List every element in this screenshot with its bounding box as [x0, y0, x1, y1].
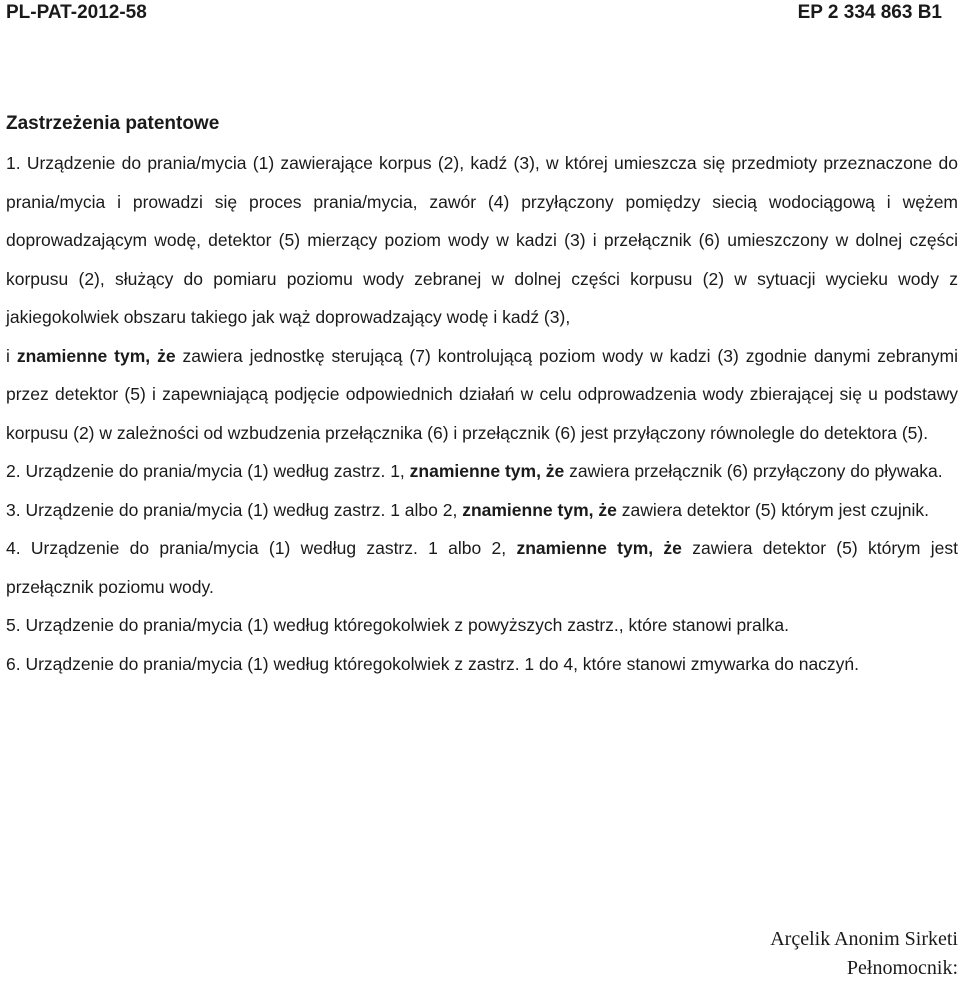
page-header [6, 0, 942, 26]
claim-2-characterizing-phrase: znamienne tym, że [409, 461, 565, 481]
company-name: Arçelik Anonim Sirketi [770, 928, 958, 950]
claim-4 [6, 529, 958, 606]
claim-3-preamble: 3. Urządzenie do prania/mycia (1) według zastrz. 1 albo 2, [6, 499, 463, 520]
document-reference: PL-PAT-2012-58 [6, 2, 147, 23]
claim-4-body: zawiera detektor (5) którym jest przełącznik poziomu wody. [6, 538, 959, 597]
claims-list [6, 144, 958, 683]
claim-1-preamble: 1. Urządzenie do prania/mycia (1) zawierające korpus (2), kadź (3), w której umieszcza się przedmioty przeznaczone do prania/mycia i prowadzi się proces prania/mycia, zawór (4) przyłączony pomiędzy siecią wodociągową i wężem doprowadzającym wodę, detektor (5) mierzący poziom wody w kadzi (3) i przełącznik (6) umieszczony w dolnej części korpusu (2), służący do pomiaru poziomu wody zebranej w dolnej części korpusu (2) w sytuacji wycieku wody z jakiegokolwiek obszaru takiego jak wąż doprowadzający wodę i kadź (3), [6, 153, 958, 327]
signature-block [770, 925, 958, 983]
claim-1-characterizing-phrase: znamienne tym, że [16, 345, 176, 366]
claim-5 [6, 606, 958, 645]
claim-4-characterizing-phrase: znamienne tym, że [516, 538, 682, 558]
claim-2-body: zawiera przełącznik (6) przyłączony do pływaka. [564, 461, 943, 481]
claim-1 [6, 144, 958, 452]
claim-4-preamble: 4. Urządzenie do prania/mycia (1) według zastrz. 1 albo 2, [6, 538, 517, 558]
claim-3 [6, 491, 958, 530]
section-title: Zastrzeżenia patentowe [6, 113, 220, 134]
claim-3-body: zawiera detektor (5) którym jest czujnik. [616, 499, 930, 520]
claim-1-connector: i [6, 345, 17, 366]
claim-2 [6, 452, 958, 491]
patent-number: EP 2 334 863 B1 [797, 2, 942, 23]
claim-6-text: 6. Urządzenie do prania/mycia (1) według któregokolwiek z zastrz. 1 do 4, które stanowi zmywarka do naczyń. [6, 653, 860, 674]
claim-2-preamble: 2. Urządzenie do prania/mycia (1) według zastrz. 1, [6, 461, 410, 481]
claim-5-text: 5. Urządzenie do prania/mycia (1) według któregokolwiek z powyższych zastrz., które stanowi pralka. [6, 615, 789, 635]
claim-3-characterizing-phrase: znamienne tym, że [462, 499, 617, 520]
claim-1-body: zawiera jednostkę sterującą (7) kontrolującą poziom wody w kadzi (3) zgodnie danymi zebranymi przez detektor (5) i zapewniającą podjęcie odpowiednich działań w celu odprowadzenia wody zbierającej się u podstawy korpusu (2) w zależności od wzbudzenia przełącznika (6) i przełącznik (6) jest przyłączony równolegle do detektora (5). [6, 345, 958, 443]
attorney-label: Pełnomocnik: [846, 957, 958, 979]
claim-6 [6, 645, 958, 684]
